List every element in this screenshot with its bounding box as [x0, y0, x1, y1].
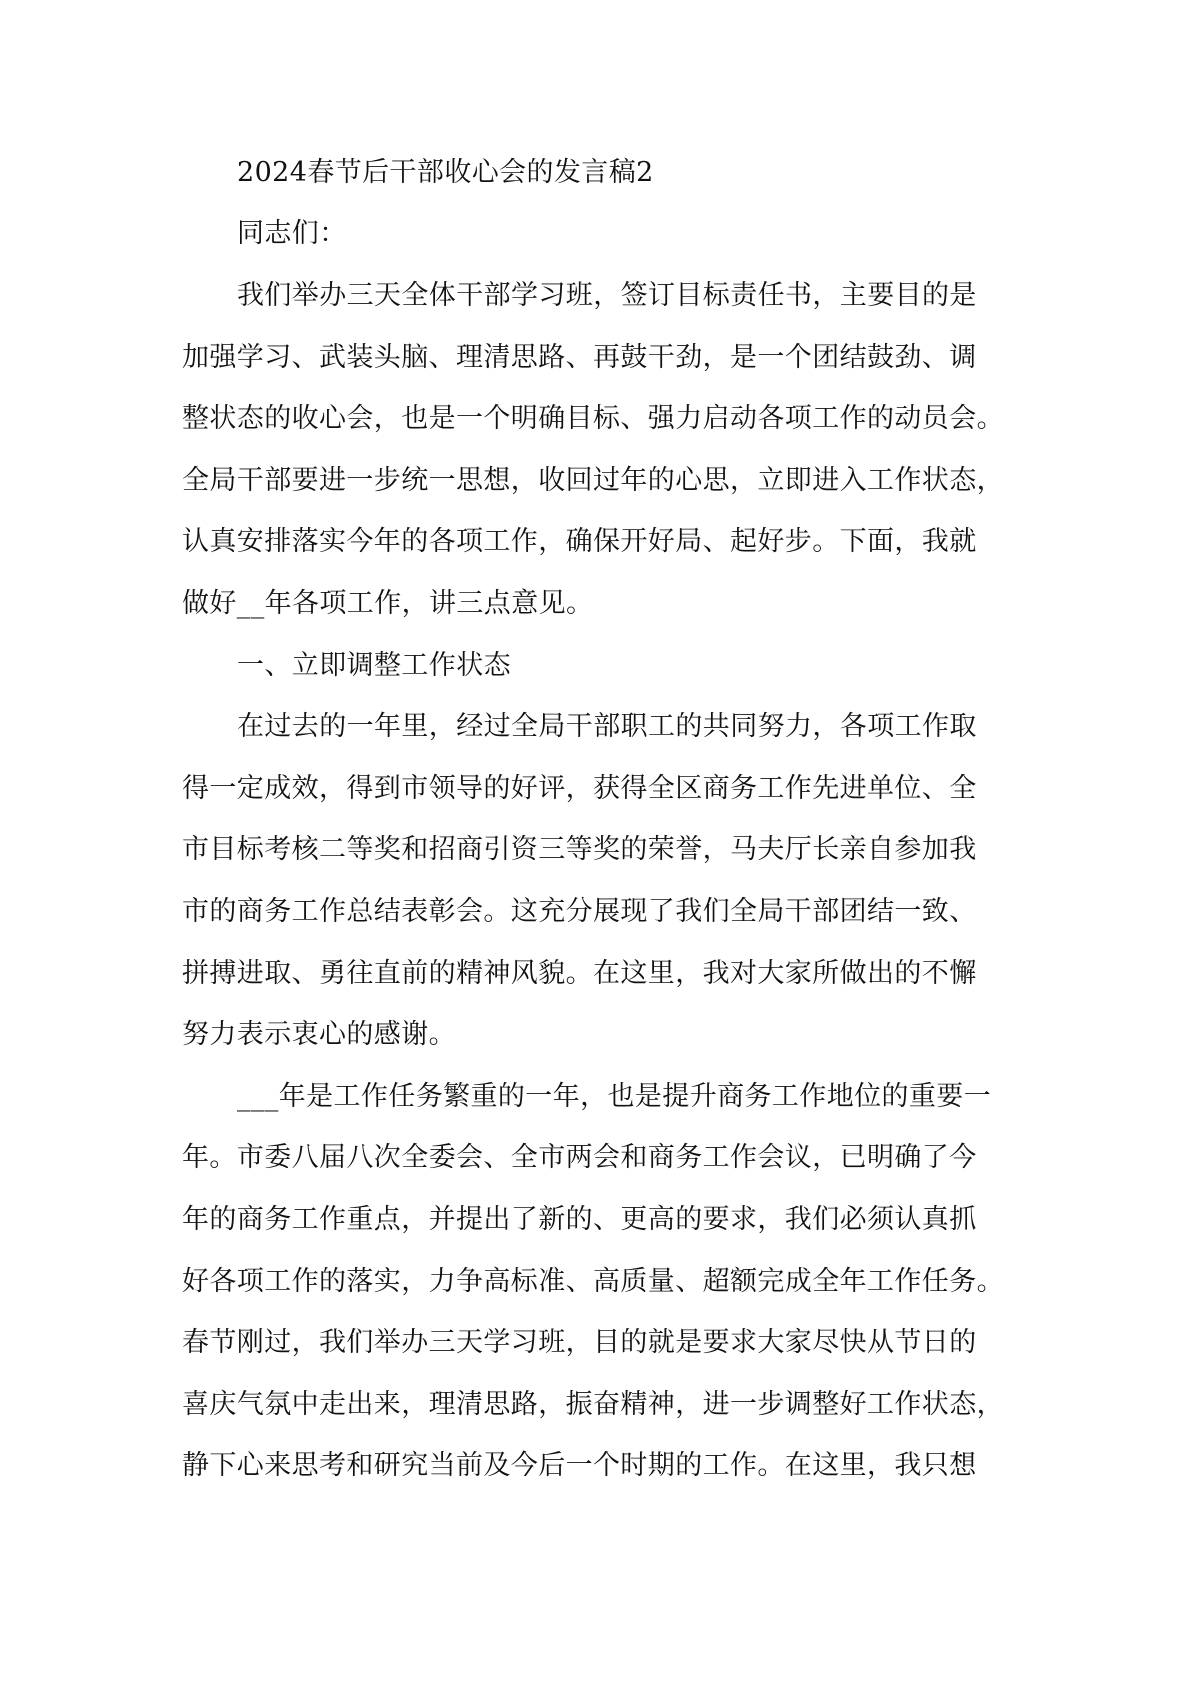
paragraph-line: 好各项工作的落实，力争高标准、高质量、超额完成全年工作任务。 [182, 1266, 1004, 1297]
paragraph-line: 努力表示衷心的感谢。 [182, 1019, 456, 1050]
section-heading: 一、立即调整工作状态 [237, 650, 511, 681]
paragraph-line: 认真安排落实今年的各项工作，确保开好局、起好步。下面，我就 [182, 526, 977, 557]
paragraph-line: 年。市委八届八次全委会、全市两会和商务工作会议，已明确了今 [182, 1142, 977, 1173]
paragraph-line: 我们举办三天全体干部学习班，签订目标责任书，主要目的是 [237, 280, 977, 311]
paragraph-line: 市目标考核二等奖和招商引资三等奖的荣誉，马夫厅长亲自参加我 [182, 834, 977, 865]
paragraph-line: 年的商务工作重点，并提出了新的、更高的要求，我们必须认真抓 [182, 1204, 977, 1235]
paragraph-line: 春节刚过，我们举办三天学习班，目的就是要求大家尽快从节日的 [182, 1327, 977, 1358]
paragraph-line: 在过去的一年里，经过全局干部职工的共同努力，各项工作取 [237, 711, 977, 742]
paragraph-line: 喜庆气氛中走出来，理清思路，振奋精神，进一步调整好工作状态， [182, 1389, 1004, 1420]
paragraph-line: ___年是工作任务繁重的一年，也是提升商务工作地位的重要一 [237, 1081, 992, 1112]
paragraph-line: 做好__年各项工作，讲三点意见。 [182, 588, 594, 619]
salutation: 同志们： [237, 218, 347, 249]
paragraph-line: 静下心来思考和研究当前及今后一个时期的工作。在这里，我只想 [182, 1450, 977, 1481]
document-title: 2024春节后干部收心会的发言稿2 [237, 157, 654, 188]
paragraph-line: 拼搏进取、勇往直前的精神风貌。在这里，我对大家所做出的不懈 [182, 958, 977, 989]
paragraph-line: 加强学习、武装头脑、理清思路、再鼓干劲，是一个团结鼓劲、调 [182, 342, 977, 373]
paragraph-line: 得一定成效，得到市领导的好评，获得全区商务工作先进单位、全 [182, 773, 977, 804]
paragraph-line: 全局干部要进一步统一思想，收回过年的心思，立即进入工作状态， [182, 465, 1004, 496]
paragraph-line: 整状态的收心会，也是一个明确目标、强力启动各项工作的动员会。 [182, 403, 1004, 434]
paragraph-line: 市的商务工作总结表彰会。这充分展现了我们全局干部团结一致、 [182, 896, 977, 927]
